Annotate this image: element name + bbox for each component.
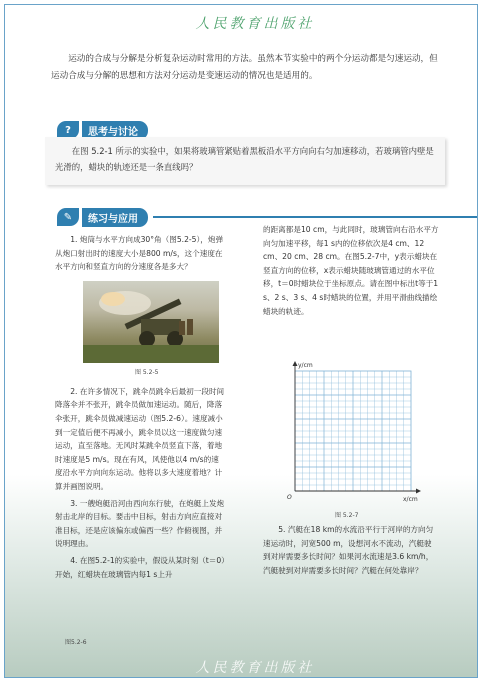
intro-paragraph — [51, 51, 441, 85]
grid-chart — [281, 359, 421, 509]
publisher-header: 人民教育出版社 — [195, 16, 315, 32]
coordinate-grid — [281, 359, 421, 509]
y-axis-arrow — [293, 361, 298, 366]
intro-text: 运动的合成与分解是分析复杂运动时常用的方法。虽然本节实验中的两个分运动都是匀速运动，但运动合成与分解的思想和方法对分运动是变速运动的情况也是适用的。 — [51, 54, 438, 81]
page — [4, 4, 478, 678]
exercise-4-continued: 的距离都是10 cm，与此同时，玻璃管向右沿水平方向匀加速平移，每1 s内的位移依次是4 cm、12 cm、20 cm、28 cm。在图5.2-7中，y表示蜡块在竖直方向的位移，x表示蜡块随玻璃管通过的水平位移，t＝0时蜡块位于坐标原点。请在图中标出t等于1 s、2 s、3 s、4 s时蜡块的位置，并用平滑曲线描绘蜡块的轨迹。 — [263, 225, 439, 316]
x-axis-label: x/cm — [403, 496, 418, 503]
exercise-2: 2. 在许多情况下，跳伞员跳伞后最初一段时间降落伞并不张开，跳伞员做加速运动。随后，降落伞张开，跳伞员做减速运动（图5.2-6）。速度减小到一定值后便不再减小，跳伞员以这一速度做匀速运动，直至落地。无风时某跳伞员竖直下落，着地时速度是5 m/s。现在有风，风使他以4 m/s的速度沿水平方向向东运动。他将以多大速度着地？计算并画图说明。 — [55, 386, 225, 491]
photo-caption: 图 5.2-5 — [135, 369, 159, 376]
artillery-illustration — [83, 281, 219, 363]
lightbulb-icon: ? — [57, 121, 79, 139]
exercise-5-block — [263, 523, 439, 580]
practice-title: 练习与应用 — [82, 208, 148, 227]
exercise-4-start: 4. 在图5.2-1的实验中，假设从某时刻（t＝0）开始，红蜡块在玻璃管内每1 s上升 — [55, 555, 226, 579]
y-axis-label: y/cm — [298, 362, 313, 369]
think-box — [45, 137, 445, 185]
practice-right-column — [263, 223, 439, 321]
exercise-3: 3. 一艘炮艇沿河由西向东行驶，在炮艇上发炮射击北岸的目标。要击中目标，射击方向应直接对准目标，还是应该偏东或偏西一些？作俯视图，并说明理由。 — [55, 498, 225, 549]
chart-caption: 图 5.2-7 — [335, 512, 359, 519]
think-text: 在图 5.2-1 所示的实验中，如果将玻璃管紧贴着黑板沿水平方向向右匀加速移动，若玻璃管内壁是光滑的，蜡块的轨迹还是一条直线吗？ — [55, 146, 434, 172]
practice-section-heading — [57, 208, 148, 226]
publisher-footer: 人民教育出版社 — [195, 660, 315, 676]
exercise-1: 1. 炮筒与水平方向成30°角（图5.2-5），炮弹从炮口射出时的速度大小是800 m/s，这个速度在水平方向和竖直方向的分速度各是多大？ — [55, 235, 224, 272]
artillery-photo — [83, 281, 219, 363]
x-axis-arrow — [416, 489, 421, 494]
practice-divider — [153, 216, 478, 218]
exercise-5: 5. 汽艇在18 km的水流沿平行于河岸的方向匀速运动时，河宽500 m，设想河水不流动，汽艇驶到对岸需要多长时间？如果河水流速是3.6 km/h，汽艇驶到对岸需要多长时间？汽艇在何处靠岸？ — [263, 525, 434, 575]
origin-label: O — [287, 494, 292, 501]
think-title: 思考与讨论 — [82, 121, 148, 140]
pencil-icon: ✎ — [57, 208, 79, 226]
figure-6-caption: 图5.2-6 — [65, 639, 87, 646]
